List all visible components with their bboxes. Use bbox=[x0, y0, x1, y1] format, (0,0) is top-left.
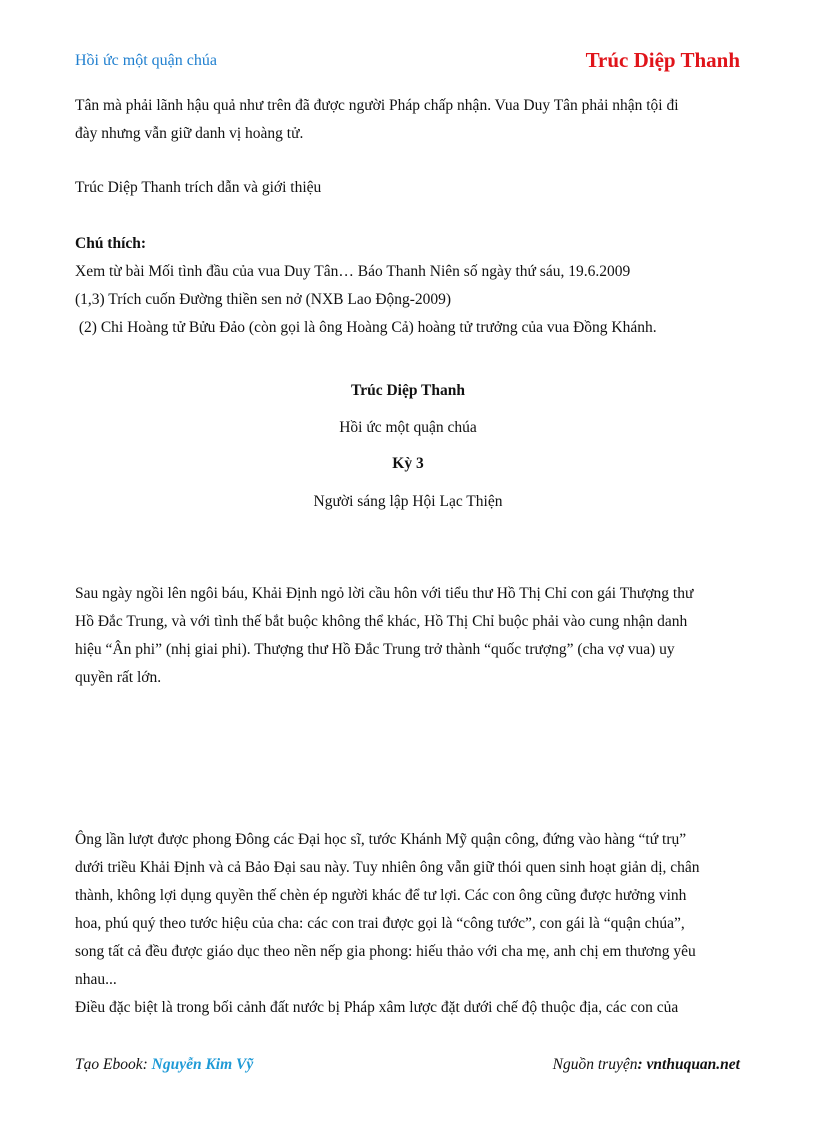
header-author: Trúc Diệp Thanh bbox=[585, 48, 740, 72]
footer-source-separator: : bbox=[637, 1056, 647, 1073]
note-item: (1,3) Trích cuốn Đường thiền sen nở (NXB Lao Động-2009) bbox=[75, 291, 452, 308]
note-item: Xem từ bài Mối tình đầu của vua Duy Tân… Báo Thanh Niên số ngày thứ sáu, 19.6.2009 bbox=[75, 263, 631, 280]
footer-source-credit bbox=[553, 1056, 740, 1074]
body-line: Ông lần lượt được phong Đông các Đại học sĩ, tước Khánh Mỹ quận công, đứng vào hàng “tứ trụ” bbox=[75, 831, 687, 848]
footer-ebook-label: Tạo Ebook bbox=[75, 1056, 143, 1073]
body-line: Sau ngày ngồi lên ngôi báu, Khải Định ngỏ lời cầu hôn với tiểu thư Hồ Thị Chỉ con gái Thượng thư bbox=[75, 585, 694, 602]
body-line: hiệu “Ân phi” (nhị giai phi). Thượng thư Hồ Đắc Trung trở thành “quốc trượng” (cha vợ vua) uy bbox=[75, 641, 675, 658]
intro-paragraph bbox=[75, 92, 745, 148]
body-line: quyền rất lớn. bbox=[75, 669, 162, 686]
notes-heading: Chú thích: bbox=[75, 235, 147, 252]
body-line: nhau... bbox=[75, 971, 117, 988]
body-line: dưới triều Khải Định và cả Bảo Đại sau này. Tuy nhiên ông vẫn giữ thói quen sinh hoạt giản dị, chân bbox=[75, 859, 700, 876]
body-line: thành, không lợi dụng quyền thế chèn ép người khác để tư lợi. Các con ông cũng được hưởng vinh bbox=[75, 887, 687, 904]
header-book-title: Hồi ức một quận chúa bbox=[75, 52, 217, 69]
footer-source-site: vnthuquan.net bbox=[646, 1056, 740, 1073]
body-line: song tất cả đều được giáo dục theo nền nếp gia phong: hiếu thảo với cha mẹ, anh chị em thương yêu bbox=[75, 943, 696, 960]
intro-line: Tân mà phải lãnh hậu quả như trên đã được người Pháp chấp nhận. Vua Duy Tân phải nhận tội đi bbox=[75, 97, 679, 114]
body-paragraph-1 bbox=[75, 580, 745, 692]
intro-line: đày nhưng vẫn giữ danh vị hoàng tử. bbox=[75, 125, 304, 142]
body-line: Điều đặc biệt là trong bối cảnh đất nước bị Pháp xâm lược đặt dưới chế độ thuộc địa, các con của bbox=[75, 999, 679, 1016]
credit-line: Trúc Diệp Thanh trích dẫn và giới thiệu bbox=[75, 179, 322, 196]
notes-section bbox=[75, 230, 745, 342]
body-line: Hồ Đắc Trung, và với tình thế bắt buộc không thể khác, Hồ Thị Chỉ buộc phải vào cung nhận danh bbox=[75, 613, 688, 630]
note-item: (2) Chi Hoàng tử Bửu Đảo (còn gọi là ông Hoàng Cả) hoàng tử trưởng của vua Đồng Khánh. bbox=[75, 319, 657, 336]
chapter-episode: Kỳ 3 bbox=[392, 455, 424, 472]
body-line: hoa, phú quý theo tước hiệu của cha: các con trai được gọi là “công tước”, con gái là “quận chúa”, bbox=[75, 915, 685, 932]
chapter-book-title: Hồi ức một quận chúa bbox=[339, 419, 477, 436]
footer-ebook-name: Nguyễn Kim Vỹ bbox=[151, 1056, 254, 1073]
footer-ebook-separator: : bbox=[142, 1056, 152, 1073]
chapter-author: Trúc Diệp Thanh bbox=[351, 382, 465, 399]
footer-source-label: Nguồn truyện bbox=[552, 1056, 638, 1073]
footer-ebook-credit bbox=[75, 1056, 253, 1074]
chapter-subtitle: Người sáng lập Hội Lạc Thiện bbox=[313, 493, 503, 510]
body-paragraph-2 bbox=[75, 826, 745, 1022]
